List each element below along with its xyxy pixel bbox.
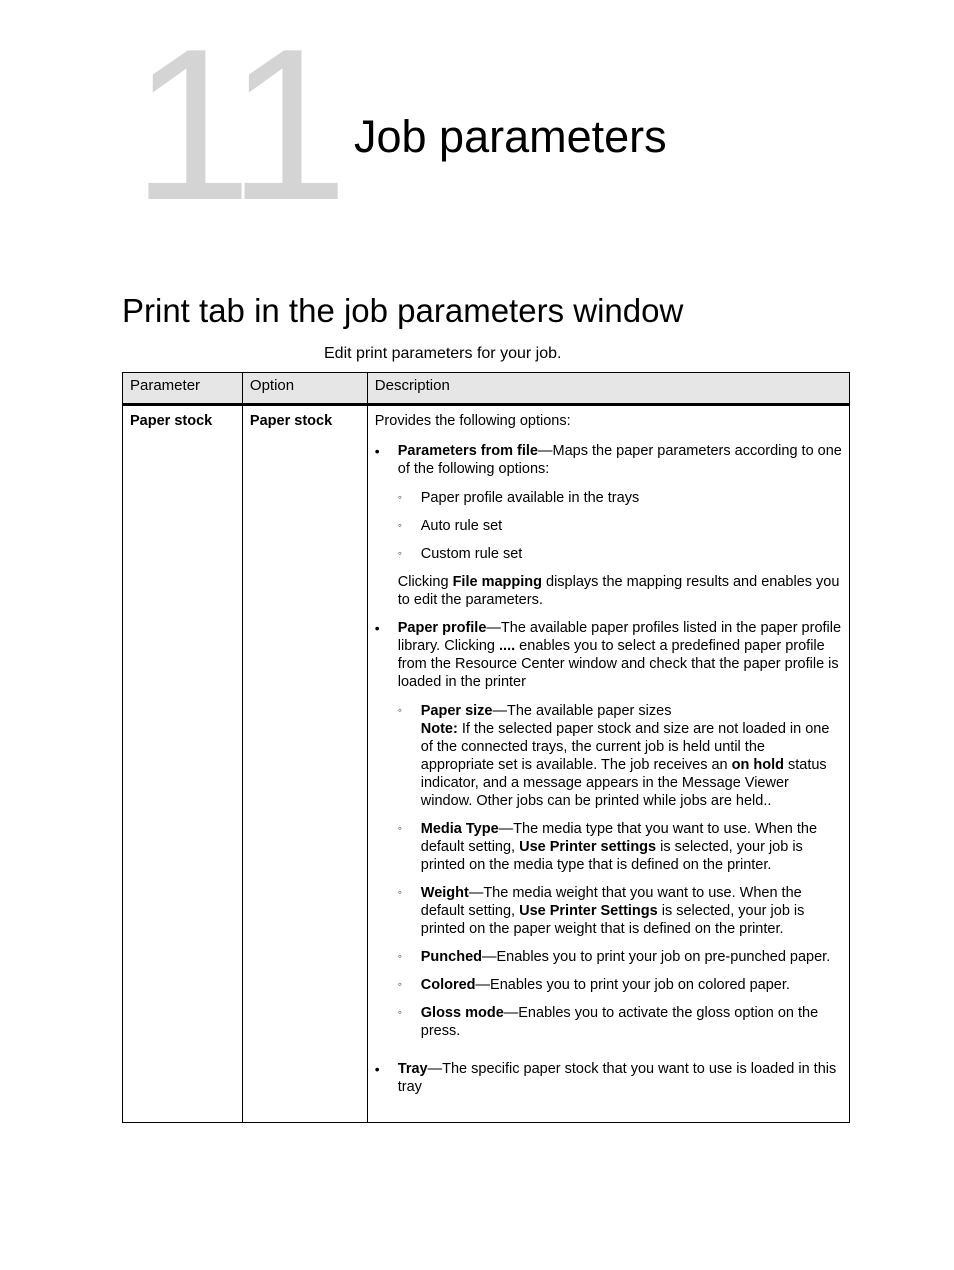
sub-item-text: Auto rule set	[420, 518, 503, 534]
colored-text: —Enables you to print your job on colored paper.	[475, 977, 790, 993]
term-on-hold: on hold	[731, 757, 784, 773]
header-parameter: Parameter	[123, 373, 243, 405]
paper-profile-text-a: —The available paper profiles listed in the paper profile library. Clicking	[397, 620, 842, 654]
term-colored: Colored	[420, 977, 476, 993]
bullet-icon: •	[374, 620, 380, 636]
chapter-title: Job parameters	[354, 111, 667, 162]
parameters-table	[122, 372, 850, 1123]
list-item	[398, 517, 842, 535]
header-description: Description	[367, 373, 849, 405]
term-file-mapping: File mapping	[452, 574, 542, 590]
note-text-b: status indicator, and a message appears in the Message Viewer window. Other jobs can be printed while jobs are held..	[420, 757, 827, 809]
chapter-number: 11	[132, 3, 341, 245]
term-media-type: Media Type	[420, 821, 499, 837]
paper-profile-text-b: enables you to select a predefined paper profile from the Resource Center window and check that the paper profile is loaded in the printer	[397, 638, 839, 690]
list-item-media-type	[398, 820, 842, 874]
file-mapping-pre: Clicking	[397, 574, 453, 590]
term-punched: Punched	[420, 949, 482, 965]
bullet-icon: •	[374, 443, 380, 459]
tray-text: —The specific paper stock that you want to use is loaded in this tray	[397, 1061, 837, 1095]
cell-description	[367, 405, 849, 1123]
bullet-icon: •	[374, 1061, 380, 1077]
circle-bullet-icon: ◦	[397, 949, 403, 963]
punched-text: —Enables you to print your job on pre-punched paper.	[482, 949, 831, 965]
term-weight: Weight	[420, 885, 469, 901]
circle-bullet-icon: ◦	[397, 885, 403, 899]
weight-text-b: is selected, your job is printed on the paper weight that is defined on the printer.	[420, 903, 805, 937]
weight-text-a: —The media weight that you want to use. When the default setting,	[420, 885, 802, 919]
gloss-mode-text: —Enables you to activate the gloss option on the press.	[420, 1005, 819, 1039]
setting-use-printer-settings: Use Printer Settings	[519, 903, 658, 919]
circle-bullet-icon: ◦	[397, 490, 403, 504]
sub-item-text: Paper profile available in the trays	[420, 490, 640, 506]
description-intro: Provides the following options:	[374, 413, 571, 429]
circle-bullet-icon: ◦	[397, 1005, 403, 1019]
term-paper-profile: Paper profile	[397, 620, 487, 636]
media-type-text-b: is selected, your job is printed on the media type that is defined on the printer.	[420, 839, 803, 873]
paper-size-text: —The available paper sizes	[492, 703, 672, 719]
mapping-options-list	[398, 489, 842, 563]
circle-bullet-icon: ◦	[397, 977, 403, 991]
table-header-row	[123, 373, 850, 405]
cell-option: Paper stock	[242, 405, 367, 1123]
file-mapping-post: displays the mapping results and enables you to edit the parameters.	[397, 574, 840, 608]
sub-item-text: Custom rule set	[420, 546, 523, 562]
list-item-colored	[398, 976, 842, 994]
list-item-paper-size	[398, 702, 842, 810]
media-type-text-a: —The media type that you want to use. When the default setting,	[420, 821, 818, 855]
list-item-parameters-from-file	[375, 442, 842, 609]
note-label: Note:	[420, 721, 458, 737]
paper-profile-attributes-list	[398, 702, 842, 1040]
list-item-punched	[398, 948, 842, 966]
list-item-gloss-mode	[398, 1004, 842, 1040]
section-title: Print tab in the job parameters window	[122, 292, 684, 329]
header-option: Option	[242, 373, 367, 405]
circle-bullet-icon: ◦	[397, 518, 403, 532]
setting-use-printer-settings: Use Printer settings	[519, 839, 657, 855]
option-list	[375, 442, 842, 1096]
list-item	[398, 489, 842, 507]
section-intro: Edit print parameters for your job.	[324, 345, 562, 362]
note-text-a: If the selected paper stock and size are not loaded in one of the connected trays, the current job is held until the appropriate set is available. The job receives an	[420, 721, 830, 773]
circle-bullet-icon: ◦	[397, 821, 403, 835]
circle-bullet-icon: ◦	[397, 546, 403, 560]
cell-parameter: Paper stock	[123, 405, 243, 1123]
term-paper-size: Paper size	[420, 703, 493, 719]
list-item	[398, 545, 842, 563]
term-parameters-from-file: Parameters from file	[397, 443, 538, 459]
list-item-tray	[375, 1060, 842, 1096]
circle-bullet-icon: ◦	[397, 703, 403, 717]
parameters-from-file-text: —Maps the paper parameters according to one of the following options:	[397, 443, 842, 477]
file-mapping-paragraph	[398, 573, 842, 609]
ellipsis-button-label: ....	[499, 638, 516, 654]
list-item-weight	[398, 884, 842, 938]
table-row	[123, 405, 850, 1123]
term-gloss-mode: Gloss mode	[420, 1005, 504, 1021]
term-tray: Tray	[397, 1061, 428, 1077]
note-paragraph	[421, 720, 842, 810]
list-item-paper-profile	[375, 619, 842, 1040]
